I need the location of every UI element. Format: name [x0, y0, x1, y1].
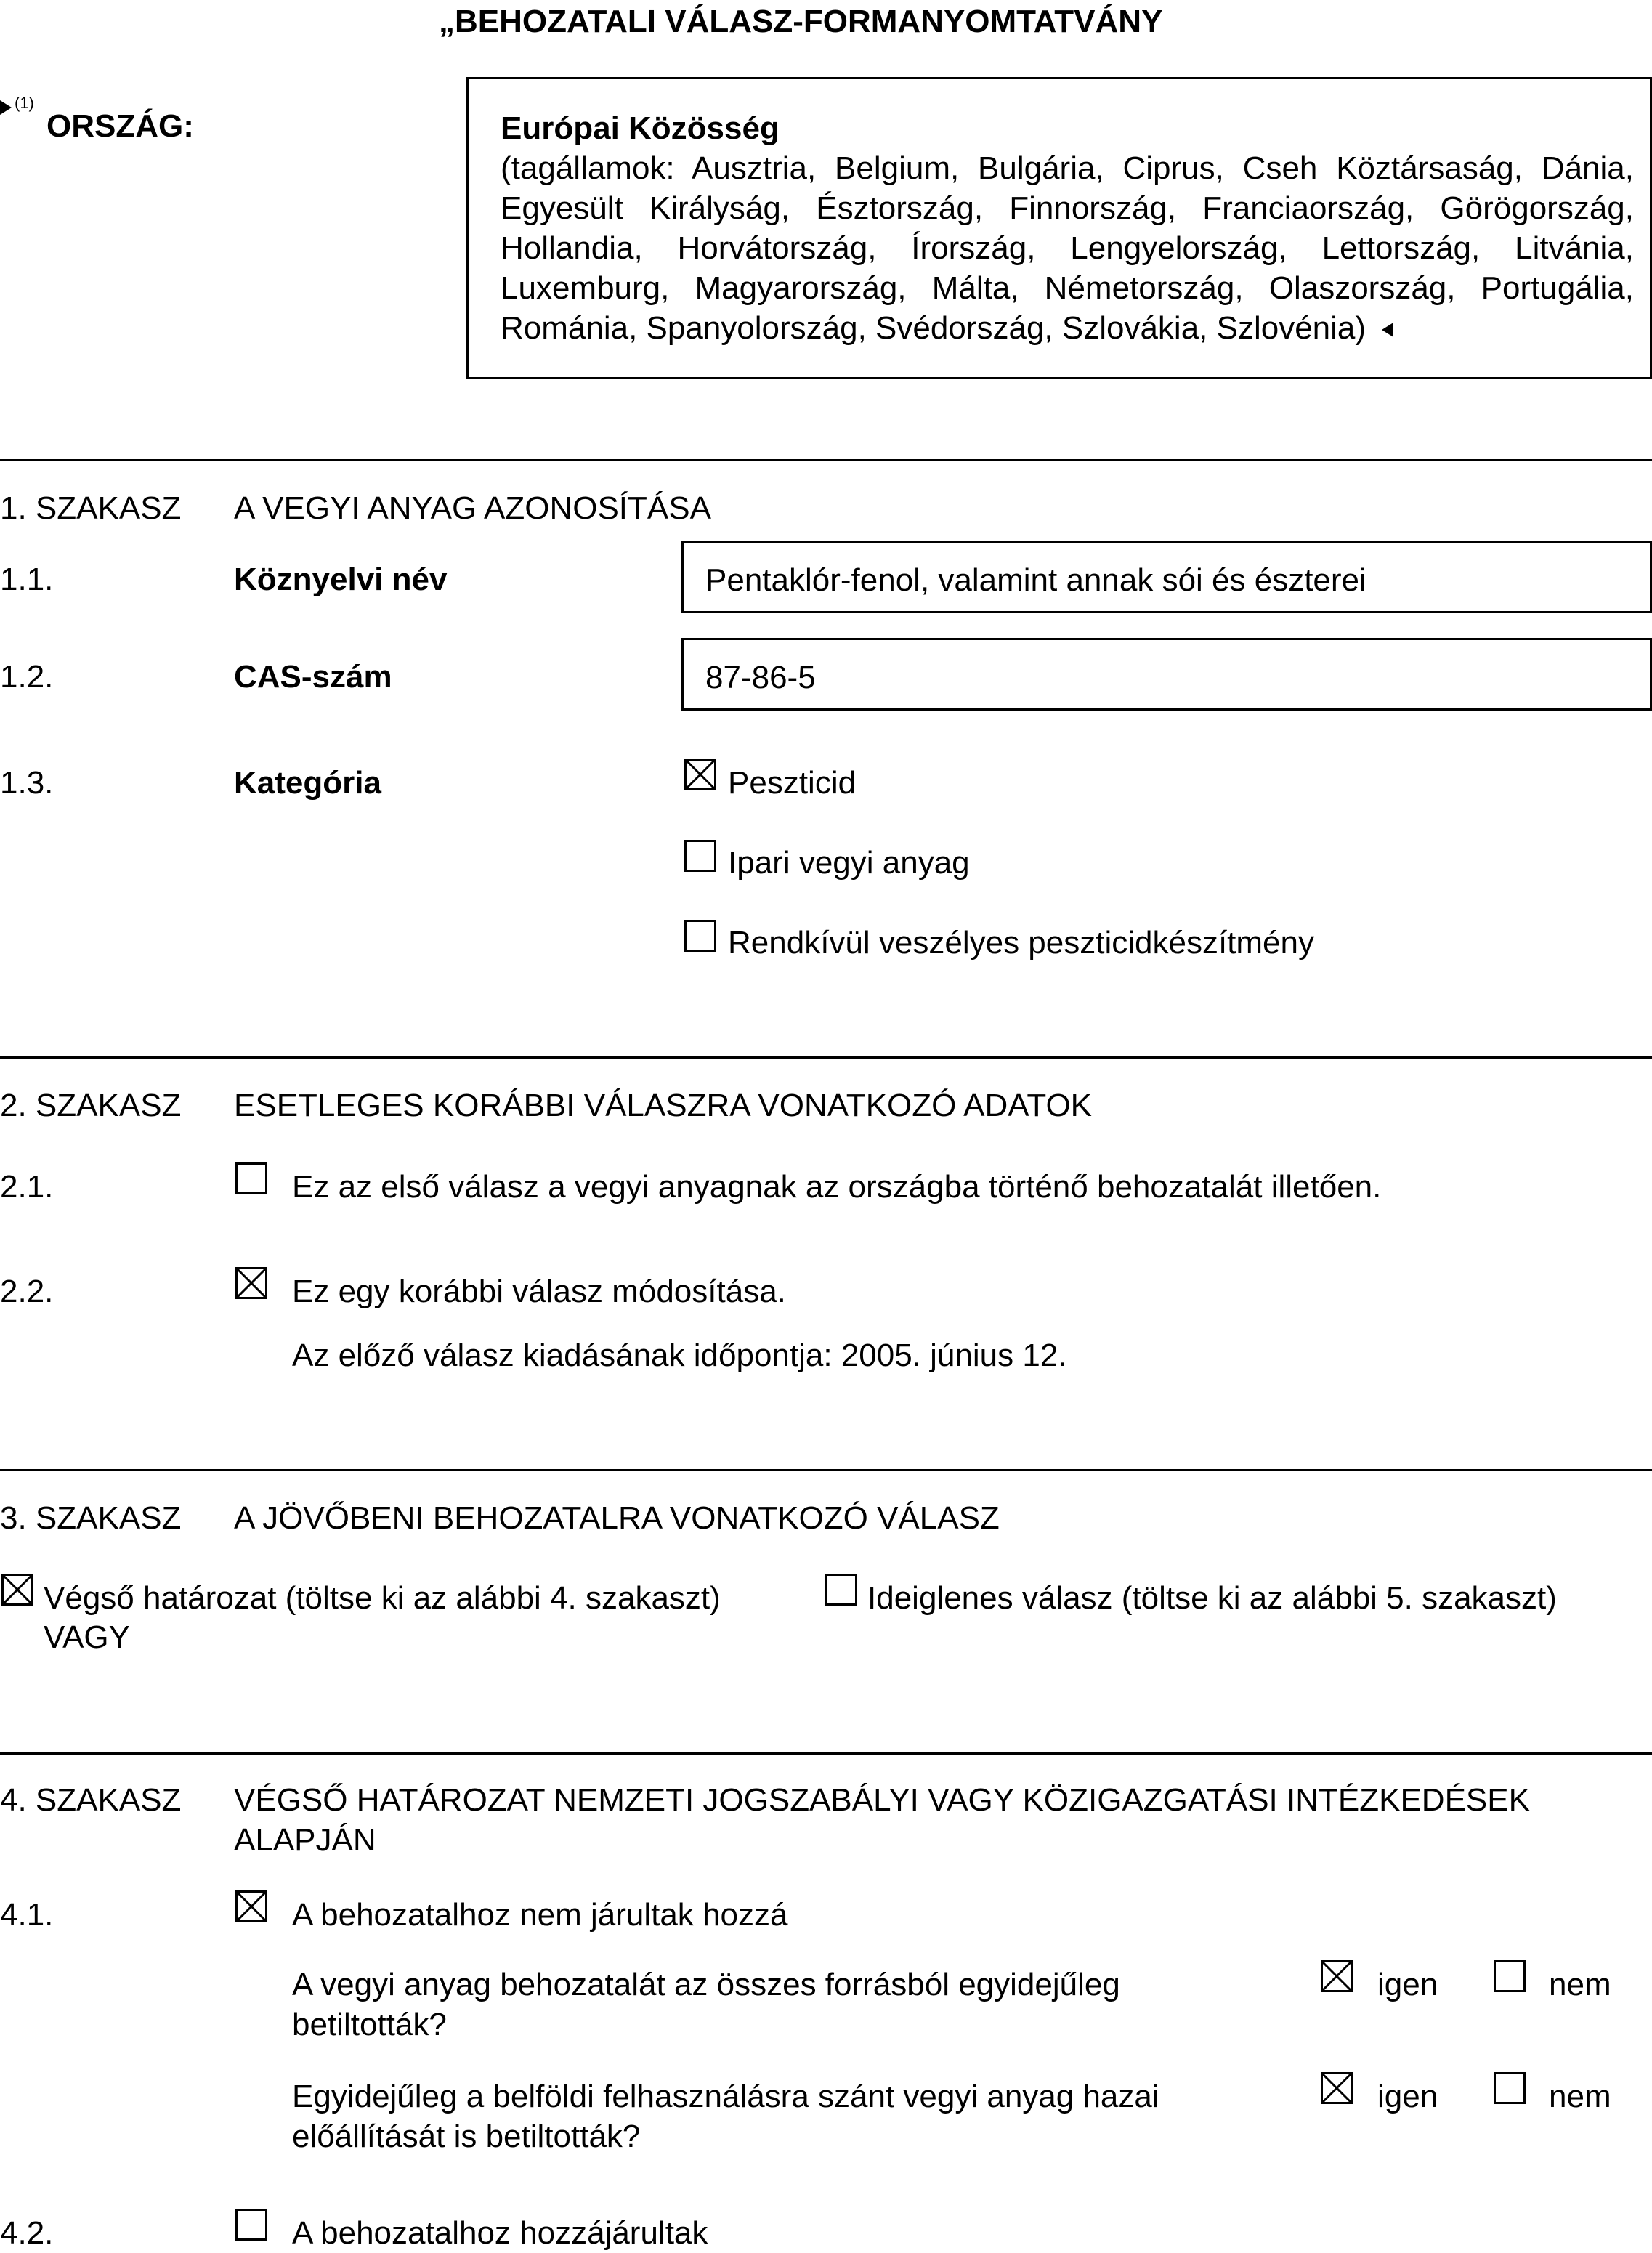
- section2-number: 2. SZAKASZ: [0, 1088, 182, 1123]
- question-text-line: előállítását is betiltották?: [292, 2119, 641, 2154]
- section-divider: [0, 1469, 1652, 1471]
- question-text-line: A vegyi anyag behozatalát az összes forrásból egyidejűleg: [292, 1967, 1120, 2002]
- checked-box-icon: [1321, 2072, 1353, 2104]
- section2-title: ESETLEGES KORÁBBI VÁLASZRA VONATKOZÓ ADATOK: [234, 1088, 1093, 1123]
- question-text-line: betiltották?: [292, 2007, 447, 2042]
- section-divider: [0, 1056, 1652, 1059]
- first-response-label: Ez az első válasz a vegyi anyagnak az országba történő behozatalát illetően.: [292, 1169, 1382, 1205]
- import-allowed-checkbox[interactable]: [235, 2209, 267, 2241]
- question-production-ban: [292, 2076, 1159, 2156]
- cas-number-index: 1.2.: [0, 659, 54, 695]
- checked-box-icon: [1321, 1960, 1353, 1992]
- import-allowed-number: 4.2.: [0, 2215, 54, 2251]
- category-label: Kategória: [234, 765, 381, 801]
- member-states-line: (tagállamok: Ausztria, Belgium, Bulgária, Ciprus, Cseh Köztársaság, Dánia,: [501, 150, 1634, 186]
- member-states-line: Luxemburg, Magyarország, Málta, Németország, Olaszország, Portugália,: [501, 270, 1634, 306]
- pesticide-checkbox[interactable]: [684, 759, 716, 790]
- section4-title-line: ALAPJÁN: [234, 1822, 376, 1858]
- checked-box-icon: [684, 759, 716, 790]
- or-text: VAGY: [44, 1619, 131, 1655]
- common-name-field[interactable]: [681, 541, 1652, 613]
- country-label: ORSZÁG:: [46, 108, 194, 144]
- common-name-label: Köznyelvi név: [234, 562, 448, 597]
- final-decision-checkbox[interactable]: [1, 1574, 33, 1606]
- section-divider: [0, 1752, 1652, 1755]
- import-ban-yes-label: igen: [1377, 1967, 1438, 2002]
- production-ban-no-checkbox[interactable]: [1494, 2072, 1526, 2104]
- production-ban-no-label: nem: [1549, 2079, 1611, 2114]
- section3-title: A JÖVŐBENI BEHOZATALRA VONATKOZÓ VÁLASZ: [234, 1500, 1000, 1536]
- final-decision-label: Végső határozat (töltse ki az alábbi 4. szakaszt): [44, 1580, 721, 1616]
- member-states-line: Románia, Spanyolország, Svédország, Szlovákia, Szlovénia): [501, 310, 1366, 346]
- import-not-allowed-number: 4.1.: [0, 1897, 54, 1933]
- amendment-end-marker-icon: [1382, 323, 1393, 337]
- empty-box-icon: [684, 920, 716, 952]
- member-states-line: Egyesült Királyság, Észtország, Finnország, Franciaország, Görögország,: [501, 190, 1634, 226]
- footnote-mark: (1): [15, 94, 34, 112]
- cas-field[interactable]: [681, 638, 1652, 711]
- empty-box-icon: [235, 2209, 267, 2241]
- empty-box-icon: [684, 840, 716, 872]
- empty-box-icon: [1494, 1960, 1526, 1992]
- section1-number: 1. SZAKASZ: [0, 490, 182, 526]
- empty-box-icon: [825, 1574, 857, 1606]
- interim-response-checkbox[interactable]: [825, 1574, 857, 1606]
- pesticide-label: Peszticid: [728, 765, 857, 801]
- modification-checkbox[interactable]: [235, 1267, 267, 1299]
- amendment-start-marker-icon: [0, 100, 12, 115]
- first-response-number: 2.1.: [0, 1169, 54, 1205]
- section4-number: 4. SZAKASZ: [0, 1782, 182, 1818]
- checked-box-icon: [1, 1574, 33, 1606]
- cas-label: CAS-szám: [234, 659, 392, 695]
- question-text-line: Egyidejűleg a belföldi felhasználásra szánt vegyi anyag hazai: [292, 2079, 1159, 2114]
- section1-title: A VEGYI ANYAG AZONOSÍTÁSA: [234, 490, 711, 526]
- industrial-chemical-checkbox[interactable]: [684, 840, 716, 872]
- section-divider: [0, 459, 1652, 461]
- empty-box-icon: [1494, 2072, 1526, 2104]
- question-import-ban: [292, 1965, 1120, 2044]
- industrial-chemical-label: Ipari vegyi anyag: [728, 845, 970, 881]
- interim-response-label: Ideiglenes válasz (töltse ki az alábbi 5. szakaszt): [867, 1580, 1557, 1616]
- common-name-number: 1.1.: [0, 562, 54, 597]
- production-ban-yes-label: igen: [1377, 2079, 1438, 2114]
- empty-box-icon: [235, 1162, 267, 1194]
- production-ban-yes-checkbox[interactable]: [1321, 2072, 1353, 2104]
- previous-response-date: Az előző válasz kiadásának időpontja: 2005. június 12.: [292, 1338, 1067, 1373]
- hazardous-formulation-label: Rendkívül veszélyes peszticidkészítmény: [728, 925, 1314, 960]
- import-allowed-label: A behozatalhoz hozzájárultak: [292, 2215, 708, 2251]
- import-not-allowed-label: A behozatalhoz nem járultak hozzá: [292, 1897, 788, 1933]
- member-states-text: [501, 148, 1634, 348]
- modification-number: 2.2.: [0, 1274, 54, 1309]
- country-box: [466, 77, 1652, 379]
- section3-number: 3. SZAKASZ: [0, 1500, 182, 1536]
- checked-box-icon: [235, 1890, 267, 1922]
- modification-label: Ez egy korábbi válasz módosítása.: [292, 1274, 786, 1309]
- cas-value: 87-86-5: [705, 660, 816, 695]
- hazardous-formulation-checkbox[interactable]: [684, 920, 716, 952]
- section4-title-line: VÉGSŐ HATÁROZAT NEMZETI JOGSZABÁLYI VAGY KÖZIGAZGATÁSI INTÉZKEDÉSEK: [234, 1782, 1530, 1818]
- common-name-value: Pentaklór-fenol, valamint annak sói és észterei: [705, 562, 1366, 598]
- member-states-line: Hollandia, Horvátország, Írország, Lengyelország, Lettország, Litvánia,: [501, 230, 1634, 266]
- import-ban-no-label: nem: [1549, 1967, 1611, 2002]
- section4-title: [234, 1780, 1530, 1860]
- country-name: Európai Közösség: [501, 110, 780, 146]
- import-ban-no-checkbox[interactable]: [1494, 1960, 1526, 1992]
- import-not-allowed-checkbox[interactable]: [235, 1890, 267, 1922]
- form-title: „BEHOZATALI VÁLASZ-FORMANYOMTATVÁNY: [439, 4, 1163, 39]
- first-response-checkbox[interactable]: [235, 1162, 267, 1194]
- checked-box-icon: [235, 1267, 267, 1299]
- category-number: 1.3.: [0, 765, 54, 801]
- import-ban-yes-checkbox[interactable]: [1321, 1960, 1353, 1992]
